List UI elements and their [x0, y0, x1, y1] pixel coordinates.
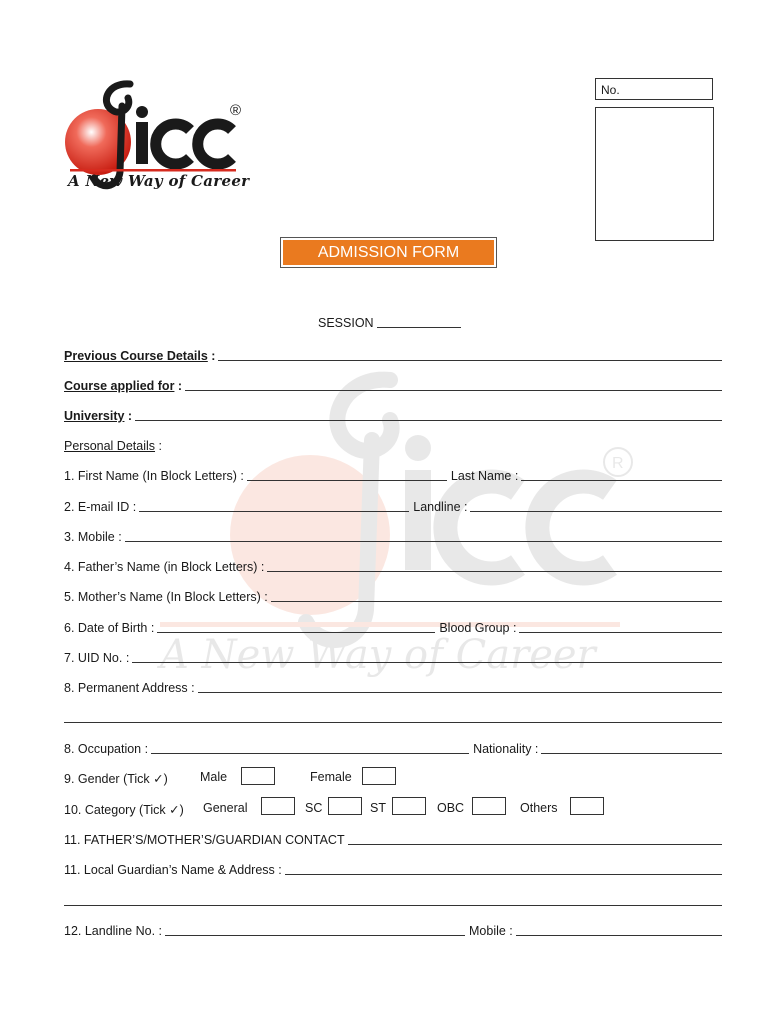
occupation-label: 8. Occupation :: [64, 742, 149, 756]
university-field[interactable]: [135, 407, 722, 421]
personal-details-heading: Personal Details: [64, 439, 156, 453]
category-others-checkbox[interactable]: [570, 797, 604, 815]
nationality-field[interactable]: [541, 740, 722, 754]
photo-box[interactable]: [595, 107, 714, 241]
guardian-contact-row: [64, 829, 722, 847]
course-applied-field[interactable]: [185, 377, 722, 391]
guardian-contact-field[interactable]: [348, 831, 722, 845]
svg-text:R: R: [612, 455, 624, 472]
mobile-row: [64, 526, 722, 544]
category-obc-checkbox[interactable]: [472, 797, 506, 815]
local-guardian-field[interactable]: [285, 861, 722, 875]
form-number-box[interactable]: [595, 78, 713, 100]
local-guardian-row: [64, 859, 722, 877]
session-field[interactable]: [377, 314, 461, 328]
previous-course-label: Previous Course Details: [64, 349, 208, 363]
father-name-label: 4. Father’s Name (in Block Letters) :: [64, 560, 265, 574]
email-field[interactable]: [139, 498, 409, 512]
father-name-row: [64, 556, 722, 574]
nationality-label: Nationality :: [473, 742, 539, 756]
course-applied-row: Course applied for :: [64, 375, 722, 393]
landline-mobile-row: [64, 920, 722, 938]
form-title-frame: [280, 237, 497, 268]
email-row: [64, 496, 722, 514]
svg-text:A New Way of Career: A New Way of Career: [160, 632, 596, 678]
gender-label: 9. Gender (Tick ✓): [64, 772, 168, 786]
landline-no-label: 12. Landline No. :: [64, 924, 162, 938]
gender-male-checkbox[interactable]: [241, 767, 275, 785]
guardian-contact-label: 11. FATHER’S/MOTHER’S/GUARDIAN CONTACT: [64, 833, 345, 847]
personal-details-row: Personal Details :: [64, 439, 162, 453]
mother-name-label: 5. Mother’s Name (In Block Letters) :: [64, 590, 268, 604]
mobile2-label: Mobile :: [469, 924, 513, 938]
landline-no-field[interactable]: [165, 922, 465, 936]
category-sc-label: SC: [305, 801, 323, 815]
university-row: University :: [64, 405, 722, 423]
gender-male-label: Male: [200, 770, 228, 784]
mother-name-field[interactable]: [271, 588, 722, 602]
permanent-address-row: [64, 677, 722, 695]
mobile-field[interactable]: [125, 528, 722, 542]
category-sc-checkbox[interactable]: [328, 797, 362, 815]
blood-group-field[interactable]: [519, 619, 722, 633]
gender-female-checkbox[interactable]: [362, 767, 396, 785]
session-row: [318, 314, 461, 330]
uid-field[interactable]: [132, 649, 722, 663]
dob-label: 6. Date of Birth :: [64, 621, 155, 635]
email-label: 2. E-mail ID :: [64, 500, 137, 514]
landline-field[interactable]: [470, 498, 722, 512]
first-name-field[interactable]: [247, 467, 447, 481]
mobile2-field[interactable]: [516, 922, 722, 936]
blood-group-label: Blood Group :: [439, 621, 517, 635]
category-label: 10. Category (Tick ✓): [64, 803, 184, 817]
jicc-logo: [60, 72, 260, 202]
previous-course-field[interactable]: [218, 347, 722, 361]
gender-female-label: Female: [310, 770, 352, 784]
permanent-address-label: 8. Permanent Address :: [64, 681, 195, 695]
father-name-field[interactable]: [267, 558, 722, 572]
category-general-label: General: [203, 801, 248, 815]
category-obc-label: OBC: [437, 801, 465, 815]
last-name-label: Last Name :: [450, 469, 519, 483]
form-title: ADMISSION FORM: [283, 240, 494, 265]
first-name-label: 1. First Name (In Block Letters) :: [64, 469, 244, 483]
session-label: SESSION: [318, 316, 374, 330]
form-number-label: No.: [601, 83, 620, 97]
university-label: University: [64, 409, 125, 423]
category-st-label: ST: [370, 801, 386, 815]
registered-mark: ®: [230, 102, 242, 119]
course-applied-label: Course applied for: [64, 379, 175, 393]
mobile-label: 3. Mobile :: [64, 530, 122, 544]
previous-course-row: Previous Course Details :: [64, 345, 722, 363]
occupation-field[interactable]: [151, 740, 469, 754]
local-guardian-label: 11. Local Guardian’s Name & Address :: [64, 863, 282, 877]
local-guardian-line-2[interactable]: [64, 905, 722, 906]
logo-tagline: A New Way of Career: [68, 172, 250, 190]
category-others-label: Others: [520, 801, 558, 815]
last-name-field[interactable]: [521, 467, 722, 481]
category-st-checkbox[interactable]: [392, 797, 426, 815]
dob-row: [64, 617, 722, 635]
dob-field[interactable]: [157, 619, 435, 633]
mother-name-row: [64, 586, 722, 604]
permanent-address-field[interactable]: [198, 679, 722, 693]
name-row: [64, 465, 722, 483]
uid-row: [64, 647, 722, 665]
uid-label: 7. UID No. :: [64, 651, 130, 665]
category-general-checkbox[interactable]: [261, 797, 295, 815]
landline-label: Landline :: [413, 500, 468, 514]
permanent-address-line-2[interactable]: [64, 722, 722, 723]
occupation-row: [64, 738, 722, 756]
